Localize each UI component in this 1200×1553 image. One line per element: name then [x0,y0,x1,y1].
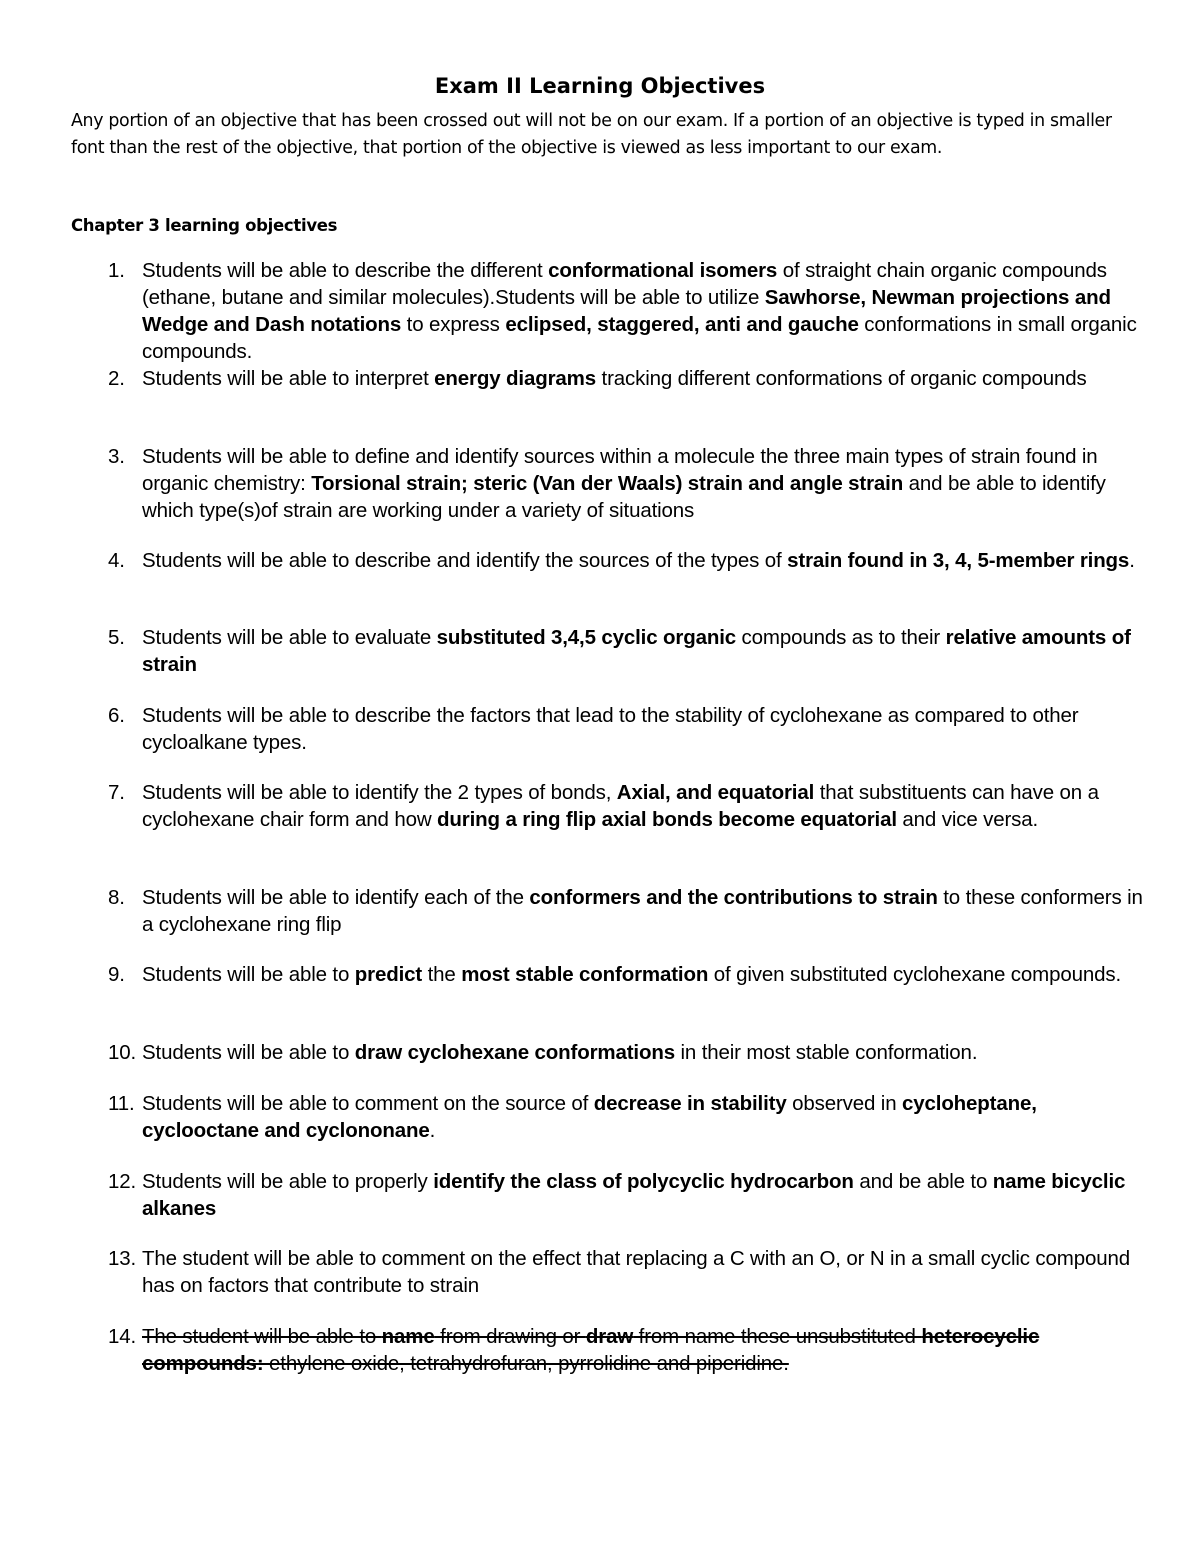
objective-key-term: predict [354,963,423,986]
objective-key-term: decrease in stability [593,1092,787,1115]
objective-14 [108,1323,1148,1377]
objective-number: 8. [108,886,125,909]
objective-number: 10. [108,1041,137,1064]
objective-1 [108,257,1148,365]
objective-key-term: energy diagrams [434,367,596,390]
objective-number: 9. [108,963,125,986]
objective-text-run: conformations in small organic compounds. [142,313,1137,363]
objective-text-run: Students will be able to describe the factors that lead to the stability of cyclohexane as compared to other cycloalkane types. [142,704,1079,754]
objective-number: 12. [108,1170,137,1193]
objective-number: 14. [108,1325,137,1348]
objective-text-run: from name these unsubstituted [633,1325,922,1348]
objective-key-term: most stable conformation [461,963,709,986]
objective-key-term: eclipsed, staggered, anti and gauche [505,313,859,336]
objective-6 [108,702,1148,756]
objective-text-run: Students will be able to interpret [142,367,435,390]
objective-text-run: tracking different conformations of organic compounds [596,367,1087,390]
objective-text-run: compounds as to their [736,626,946,649]
objective-4 [108,547,1148,574]
objective-text-run: Students will be able to describe and identify the sources of the types of [142,549,788,572]
objective-text [142,1323,1148,1377]
objective-10 [108,1039,1148,1066]
objective-number: 13. [108,1247,137,1270]
objective-key-term: conformers and the contributions to strain [529,886,938,909]
objective-key-term: heterocyclic compounds: [142,1325,1040,1375]
objective-text-run: . [429,1119,436,1142]
objective-text [142,702,1148,756]
intro-paragraph: Any portion of an objective that has been crossed out will not be on our exam. If a portion of an objective is typed in smaller font than the rest of the objective, that portion of the objective is viewed as less important to our exam. [71,111,1112,158]
objective-text [142,443,1148,524]
objective-text [142,1090,1148,1144]
objective-text-run: of given substituted cyclohexane compounds. [708,963,1121,986]
objective-text-run: and be able to [853,1170,993,1193]
objective-text [142,884,1148,938]
objective-5 [108,624,1148,678]
objective-text-run: Students will be able to comment on the source of [142,1092,594,1115]
objective-3 [108,443,1148,524]
objective-key-term: strain found in 3, 4, 5-member rings [787,549,1130,572]
objective-key-term: during a ring flip axial bonds become equatorial [437,808,897,831]
objective-key-term: Torsional strain; steric (Van der Waals) strain and angle strain [311,472,904,495]
objective-text-run: to express [401,313,506,336]
objective-key-term: draw [585,1325,634,1348]
objective-text-run: The student will be able to [142,1325,382,1348]
objective-number: 3. [108,445,125,468]
objective-key-term: conformational isomers [548,259,778,282]
objective-text-run: Students will be able to [142,963,355,986]
objective-text [142,547,1148,574]
objective-text-run: Students will be able to properly [142,1170,434,1193]
objective-text-run: from drawing or [434,1325,586,1348]
objective-8 [108,884,1148,938]
objective-number: 4. [108,549,125,572]
objective-text-run: Students will be able to identify each of the [142,886,530,909]
objective-text-run: ethylene oxide, tetrahydrofuran, pyrrolidine and piperidine. [263,1352,789,1375]
objective-text-run: Students will be able to identify the 2 types of bonds, [142,781,617,804]
chapter-heading: Chapter 3 learning objectives [71,216,338,235]
objective-13 [108,1245,1148,1299]
objective-text-run: in their most stable conformation. [674,1041,978,1064]
objective-text-run: the [422,963,462,986]
objective-9 [108,961,1148,988]
objective-text [142,1039,1148,1066]
objective-text-run: The student will be able to comment on the effect that replacing a C with an O, or N in a small cyclic compound has on factors that contribute to strain [142,1247,1130,1297]
objective-key-term: substituted 3,4,5 cyclic organic [436,626,737,649]
objective-number: 1. [108,259,125,282]
objective-2 [108,365,1148,392]
objective-number: 6. [108,704,125,727]
objective-key-term: name bicyclic alkanes [142,1170,1126,1220]
objective-key-term: Axial, and equatorial [616,781,815,804]
objective-text [142,779,1148,833]
objective-key-term: cycloheptane, cyclooctane and cyclononane [142,1092,1037,1142]
objective-key-term: draw cyclohexane conformations [354,1041,675,1064]
objective-number: 2. [108,367,125,390]
objective-text [142,961,1148,988]
objective-text-run: and be able to identify which type(s)of strain are working under a variety of situations [142,472,1106,522]
objective-text [142,257,1148,365]
objective-text [142,365,1148,392]
objective-text-run: of straight chain organic compounds (ethane, butane and similar molecules).Students will be able to utilize [142,259,1107,309]
objective-key-term: relative amounts of strain [142,626,1131,676]
objective-key-term: identify the class of polycyclic hydrocarbon [433,1170,854,1193]
objective-text-run: and vice versa. [896,808,1039,831]
objective-number: 5. [108,626,125,649]
objective-text-run: to these conformers in a cyclohexane ring flip [142,886,1143,936]
objective-text [142,1245,1148,1299]
objective-text-run: Students will be able to define and identify sources within a molecule the three main types of strain found in organic chemistry: [142,445,1098,495]
objective-key-term: Sawhorse, Newman projections and Wedge and Dash notations [142,286,1111,336]
objective-text-run: . [1129,549,1135,572]
objective-text [142,1168,1148,1222]
page-title: Exam II Learning Objectives [434,74,766,98]
objective-number: 11. [108,1092,135,1115]
objective-text-run: Students will be able to [142,1041,355,1064]
objective-text-run: Students will be able to evaluate [142,626,437,649]
objective-7 [108,779,1148,833]
objective-text-run: observed in [786,1092,903,1115]
objective-12 [108,1168,1148,1222]
objective-text-run: that substituents can have on a cyclohexane chair form and how [142,781,1099,831]
objective-number: 7. [108,781,125,804]
objective-11 [108,1090,1148,1144]
objective-text-run: Students will be able to describe the different [142,259,549,282]
objective-text [142,624,1148,678]
objective-key-term: name [381,1325,435,1348]
